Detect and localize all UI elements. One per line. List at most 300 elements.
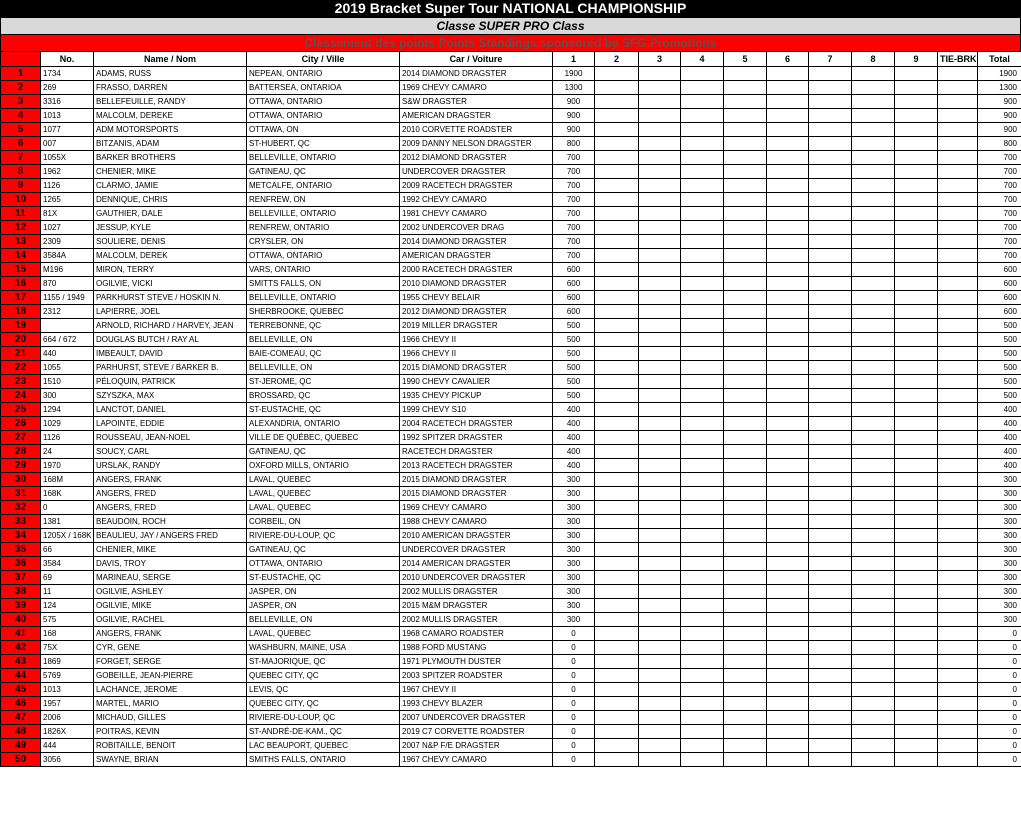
driver-name-cell: CHENIER, MIKE <box>94 543 247 557</box>
driver-name-cell: LACHANCE, JEROME <box>94 683 247 697</box>
city-cell: SMITHS FALLS, ONTARIO <box>247 753 400 767</box>
total-points-cell: 700 <box>978 179 1021 193</box>
race-6-points-cell <box>767 389 809 403</box>
car-number-cell: 69 <box>41 571 94 585</box>
header-race-8: 8 <box>852 52 895 67</box>
driver-name-cell: ARNOLD, RICHARD / HARVEY, JEAN <box>94 319 247 333</box>
rank-cell: 20 <box>1 333 41 347</box>
race-6-points-cell <box>767 291 809 305</box>
page-title: 2019 Bracket Super Tour NATIONAL CHAMPIONSHIP <box>0 0 1021 17</box>
race-7-points-cell <box>809 585 852 599</box>
race-8-points-cell <box>852 557 895 571</box>
race-1-points-cell: 700 <box>553 221 595 235</box>
car-number-cell: 1205X / 168K <box>41 529 94 543</box>
tie-break-cell <box>938 529 978 543</box>
car-cell: 2015 DIAMOND DRAGSTER <box>400 487 553 501</box>
race-6-points-cell <box>767 599 809 613</box>
race-9-points-cell <box>895 655 938 669</box>
total-points-cell: 500 <box>978 375 1021 389</box>
table-row <box>1 543 1021 557</box>
car-cell: 1967 CHEVY II <box>400 683 553 697</box>
race-9-points-cell <box>895 711 938 725</box>
race-5-points-cell <box>724 683 767 697</box>
driver-name-cell: DENNIQUE, CHRIS <box>94 193 247 207</box>
city-cell: OTTAWA, ONTARIO <box>247 557 400 571</box>
race-6-points-cell <box>767 95 809 109</box>
race-8-points-cell <box>852 81 895 95</box>
car-number-cell <box>41 319 94 333</box>
rank-cell: 3 <box>1 95 41 109</box>
race-4-points-cell <box>681 641 724 655</box>
race-4-points-cell <box>681 137 724 151</box>
race-2-points-cell <box>595 81 639 95</box>
car-cell: 1966 CHEVY II <box>400 347 553 361</box>
rank-cell: 47 <box>1 711 41 725</box>
driver-name-cell: GOBEILLE, JEAN-PIERRE <box>94 669 247 683</box>
table-row <box>1 81 1021 95</box>
race-6-points-cell <box>767 725 809 739</box>
race-2-points-cell <box>595 669 639 683</box>
race-7-points-cell <box>809 473 852 487</box>
driver-name-cell: BELLEFEUILLE, RANDY <box>94 95 247 109</box>
table-row <box>1 655 1021 669</box>
rank-cell: 15 <box>1 263 41 277</box>
car-cell: 1988 CHEVY CAMARO <box>400 515 553 529</box>
race-8-points-cell <box>852 305 895 319</box>
race-6-points-cell <box>767 221 809 235</box>
city-cell: OTTAWA, ONTARIO <box>247 249 400 263</box>
city-cell: ST-EUSTACHE, QC <box>247 403 400 417</box>
race-5-points-cell <box>724 655 767 669</box>
tie-break-cell <box>938 487 978 501</box>
table-row <box>1 515 1021 529</box>
car-cell: 1969 CHEVY CAMARO <box>400 81 553 95</box>
car-cell: 2004 RACETECH DRAGSTER <box>400 417 553 431</box>
car-number-cell: 1826X <box>41 725 94 739</box>
race-9-points-cell <box>895 235 938 249</box>
table-row <box>1 333 1021 347</box>
city-cell: GATINEAU, QC <box>247 543 400 557</box>
race-3-points-cell <box>639 683 681 697</box>
race-9-points-cell <box>895 585 938 599</box>
table-row <box>1 445 1021 459</box>
rank-cell: 6 <box>1 137 41 151</box>
race-6-points-cell <box>767 417 809 431</box>
race-7-points-cell <box>809 361 852 375</box>
race-3-points-cell <box>639 249 681 263</box>
car-number-cell: M196 <box>41 263 94 277</box>
total-points-cell: 700 <box>978 151 1021 165</box>
race-3-points-cell <box>639 291 681 305</box>
table-row <box>1 627 1021 641</box>
car-number-cell: 81X <box>41 207 94 221</box>
total-points-cell: 300 <box>978 543 1021 557</box>
header-race-2: 2 <box>595 52 639 67</box>
race-7-points-cell <box>809 95 852 109</box>
race-9-points-cell <box>895 417 938 431</box>
table-row <box>1 137 1021 151</box>
tie-break-cell <box>938 193 978 207</box>
city-cell: ALEXANDRIA, ONTARIO <box>247 417 400 431</box>
race-2-points-cell <box>595 417 639 431</box>
rank-cell: 22 <box>1 361 41 375</box>
race-6-points-cell <box>767 683 809 697</box>
total-points-cell: 300 <box>978 501 1021 515</box>
header-no: No. <box>41 52 94 67</box>
tie-break-cell <box>938 501 978 515</box>
driver-name-cell: BEAUDOIN, ROCH <box>94 515 247 529</box>
race-2-points-cell <box>595 249 639 263</box>
tie-break-cell <box>938 599 978 613</box>
race-8-points-cell <box>852 319 895 333</box>
race-2-points-cell <box>595 235 639 249</box>
total-points-cell: 1300 <box>978 81 1021 95</box>
race-7-points-cell <box>809 669 852 683</box>
race-2-points-cell <box>595 557 639 571</box>
total-points-cell: 300 <box>978 571 1021 585</box>
tie-break-cell <box>938 263 978 277</box>
race-5-points-cell <box>724 361 767 375</box>
race-4-points-cell <box>681 221 724 235</box>
driver-name-cell: DAVIS, TROY <box>94 557 247 571</box>
race-7-points-cell <box>809 431 852 445</box>
race-7-points-cell <box>809 67 852 81</box>
race-5-points-cell <box>724 67 767 81</box>
race-9-points-cell <box>895 431 938 445</box>
race-8-points-cell <box>852 95 895 109</box>
race-3-points-cell <box>639 347 681 361</box>
tie-break-cell <box>938 543 978 557</box>
race-6-points-cell <box>767 361 809 375</box>
race-7-points-cell <box>809 543 852 557</box>
race-7-points-cell <box>809 249 852 263</box>
race-8-points-cell <box>852 165 895 179</box>
race-1-points-cell: 500 <box>553 347 595 361</box>
total-points-cell: 800 <box>978 137 1021 151</box>
race-6-points-cell <box>767 585 809 599</box>
race-6-points-cell <box>767 151 809 165</box>
race-6-points-cell <box>767 235 809 249</box>
race-7-points-cell <box>809 123 852 137</box>
table-row <box>1 431 1021 445</box>
city-cell: ST-ANDRÉ-DE-KAM., QC <box>247 725 400 739</box>
race-5-points-cell <box>724 557 767 571</box>
table-row <box>1 123 1021 137</box>
race-2-points-cell <box>595 697 639 711</box>
driver-name-cell: ANGERS, FRED <box>94 487 247 501</box>
race-5-points-cell <box>724 305 767 319</box>
race-7-points-cell <box>809 333 852 347</box>
race-8-points-cell <box>852 627 895 641</box>
car-number-cell: 1381 <box>41 515 94 529</box>
race-4-points-cell <box>681 165 724 179</box>
tie-break-cell <box>938 403 978 417</box>
race-4-points-cell <box>681 571 724 585</box>
table-row <box>1 641 1021 655</box>
race-7-points-cell <box>809 389 852 403</box>
race-7-points-cell <box>809 263 852 277</box>
rank-cell: 37 <box>1 571 41 585</box>
race-8-points-cell <box>852 683 895 697</box>
car-cell: 2015 DIAMOND DRAGSTER <box>400 473 553 487</box>
race-4-points-cell <box>681 487 724 501</box>
rank-cell: 39 <box>1 599 41 613</box>
race-1-points-cell: 300 <box>553 501 595 515</box>
rank-cell: 33 <box>1 515 41 529</box>
race-9-points-cell <box>895 109 938 123</box>
race-9-points-cell <box>895 697 938 711</box>
race-8-points-cell <box>852 515 895 529</box>
race-6-points-cell <box>767 165 809 179</box>
race-8-points-cell <box>852 739 895 753</box>
header-city: City / Ville <box>247 52 400 67</box>
tie-break-cell <box>938 151 978 165</box>
race-4-points-cell <box>681 655 724 669</box>
tie-break-cell <box>938 571 978 585</box>
race-1-points-cell: 600 <box>553 277 595 291</box>
race-6-points-cell <box>767 753 809 767</box>
race-7-points-cell <box>809 753 852 767</box>
race-6-points-cell <box>767 543 809 557</box>
driver-name-cell: JESSUP, KYLE <box>94 221 247 235</box>
race-4-points-cell <box>681 403 724 417</box>
race-8-points-cell <box>852 543 895 557</box>
driver-name-cell: IMBEAULT, DAVID <box>94 347 247 361</box>
table-row <box>1 599 1021 613</box>
car-cell: 2010 AMERICAN DRAGSTER <box>400 529 553 543</box>
race-7-points-cell <box>809 683 852 697</box>
table-row <box>1 711 1021 725</box>
race-8-points-cell <box>852 137 895 151</box>
race-7-points-cell <box>809 599 852 613</box>
race-1-points-cell: 0 <box>553 711 595 725</box>
table-row <box>1 305 1021 319</box>
total-points-cell: 400 <box>978 445 1021 459</box>
race-9-points-cell <box>895 333 938 347</box>
race-5-points-cell <box>724 137 767 151</box>
race-2-points-cell <box>595 165 639 179</box>
city-cell: BELLEVILLE, ON <box>247 333 400 347</box>
race-7-points-cell <box>809 109 852 123</box>
tie-break-cell <box>938 333 978 347</box>
race-4-points-cell <box>681 235 724 249</box>
race-2-points-cell <box>595 725 639 739</box>
rank-cell: 2 <box>1 81 41 95</box>
race-4-points-cell <box>681 753 724 767</box>
table-row <box>1 697 1021 711</box>
car-number-cell: 1055X <box>41 151 94 165</box>
car-number-cell: 168K <box>41 487 94 501</box>
race-1-points-cell: 700 <box>553 151 595 165</box>
race-3-points-cell <box>639 501 681 515</box>
tie-break-cell <box>938 375 978 389</box>
car-cell: 1999 CHEVY S10 <box>400 403 553 417</box>
race-5-points-cell <box>724 81 767 95</box>
race-8-points-cell <box>852 179 895 193</box>
race-2-points-cell <box>595 473 639 487</box>
race-1-points-cell: 0 <box>553 725 595 739</box>
race-7-points-cell <box>809 221 852 235</box>
rank-cell: 16 <box>1 277 41 291</box>
table-row <box>1 529 1021 543</box>
race-1-points-cell: 0 <box>553 627 595 641</box>
car-number-cell: 1055 <box>41 361 94 375</box>
car-number-cell: 3316 <box>41 95 94 109</box>
car-cell: 1992 SPITZER DRAGSTER <box>400 431 553 445</box>
race-9-points-cell <box>895 599 938 613</box>
city-cell: SHERBROOKE, QUEBEC <box>247 305 400 319</box>
race-2-points-cell <box>595 627 639 641</box>
race-8-points-cell <box>852 599 895 613</box>
race-8-points-cell <box>852 375 895 389</box>
race-9-points-cell <box>895 95 938 109</box>
driver-name-cell: MIRON, TERRY <box>94 263 247 277</box>
table-row <box>1 263 1021 277</box>
race-1-points-cell: 0 <box>553 697 595 711</box>
race-9-points-cell <box>895 263 938 277</box>
race-2-points-cell <box>595 333 639 347</box>
tie-break-cell <box>938 641 978 655</box>
total-points-cell: 300 <box>978 473 1021 487</box>
tie-break-cell <box>938 235 978 249</box>
table-row <box>1 753 1021 767</box>
city-cell: GATINEAU, QC <box>247 165 400 179</box>
race-5-points-cell <box>724 375 767 389</box>
rank-cell: 5 <box>1 123 41 137</box>
tie-break-cell <box>938 179 978 193</box>
race-9-points-cell <box>895 529 938 543</box>
rank-cell: 48 <box>1 725 41 739</box>
race-4-points-cell <box>681 263 724 277</box>
race-5-points-cell <box>724 543 767 557</box>
race-3-points-cell <box>639 613 681 627</box>
total-points-cell: 700 <box>978 221 1021 235</box>
race-5-points-cell <box>724 487 767 501</box>
race-9-points-cell <box>895 473 938 487</box>
race-3-points-cell <box>639 571 681 585</box>
total-points-cell: 600 <box>978 263 1021 277</box>
race-7-points-cell <box>809 487 852 501</box>
race-1-points-cell: 0 <box>553 655 595 669</box>
rank-cell: 50 <box>1 753 41 767</box>
total-points-cell: 500 <box>978 347 1021 361</box>
car-number-cell: 24 <box>41 445 94 459</box>
header-car: Car / Voiture <box>400 52 553 67</box>
race-5-points-cell <box>724 319 767 333</box>
driver-name-cell: OGILVIE, VICKI <box>94 277 247 291</box>
race-7-points-cell <box>809 529 852 543</box>
race-9-points-cell <box>895 641 938 655</box>
car-number-cell: 1510 <box>41 375 94 389</box>
car-number-cell: 1013 <box>41 683 94 697</box>
car-number-cell: 66 <box>41 543 94 557</box>
race-5-points-cell <box>724 417 767 431</box>
race-4-points-cell <box>681 445 724 459</box>
tie-break-cell <box>938 389 978 403</box>
race-6-points-cell <box>767 459 809 473</box>
driver-name-cell: CHENIER, MIKE <box>94 165 247 179</box>
car-number-cell: 1734 <box>41 67 94 81</box>
race-4-points-cell <box>681 179 724 193</box>
city-cell: JASPER, ON <box>247 585 400 599</box>
race-6-points-cell <box>767 501 809 515</box>
race-5-points-cell <box>724 277 767 291</box>
tie-break-cell <box>938 67 978 81</box>
race-2-points-cell <box>595 613 639 627</box>
race-9-points-cell <box>895 249 938 263</box>
race-6-points-cell <box>767 67 809 81</box>
race-1-points-cell: 500 <box>553 361 595 375</box>
race-6-points-cell <box>767 697 809 711</box>
race-4-points-cell <box>681 501 724 515</box>
race-1-points-cell: 900 <box>553 109 595 123</box>
header-tie-break: TIE-BRK <box>938 52 978 67</box>
race-1-points-cell: 1300 <box>553 81 595 95</box>
race-3-points-cell <box>639 263 681 277</box>
race-6-points-cell <box>767 319 809 333</box>
race-8-points-cell <box>852 277 895 291</box>
race-5-points-cell <box>724 109 767 123</box>
car-number-cell: 3584A <box>41 249 94 263</box>
tie-break-cell <box>938 683 978 697</box>
car-cell: AMERICAN DRAGSTER <box>400 109 553 123</box>
race-8-points-cell <box>852 151 895 165</box>
race-4-points-cell <box>681 81 724 95</box>
race-3-points-cell <box>639 81 681 95</box>
race-3-points-cell <box>639 529 681 543</box>
city-cell: VILLE DE QUÉBEC, QUEBEC <box>247 431 400 445</box>
car-number-cell: 168M <box>41 473 94 487</box>
total-points-cell: 400 <box>978 403 1021 417</box>
race-4-points-cell <box>681 697 724 711</box>
race-6-points-cell <box>767 347 809 361</box>
city-cell: OTTAWA, ON <box>247 123 400 137</box>
tie-break-cell <box>938 753 978 767</box>
city-cell: BELLEVILLE, ONTARIO <box>247 207 400 221</box>
city-cell: QUEBEC CITY, QC <box>247 669 400 683</box>
total-points-cell: 900 <box>978 123 1021 137</box>
race-9-points-cell <box>895 277 938 291</box>
driver-name-cell: ANGERS, FRANK <box>94 627 247 641</box>
race-8-points-cell <box>852 669 895 683</box>
driver-name-cell: SWAYNE, BRIAN <box>94 753 247 767</box>
race-4-points-cell <box>681 333 724 347</box>
race-9-points-cell <box>895 291 938 305</box>
car-cell: 2014 DIAMOND DRAGSTER <box>400 235 553 249</box>
rank-cell: 36 <box>1 557 41 571</box>
race-6-points-cell <box>767 655 809 669</box>
race-6-points-cell <box>767 375 809 389</box>
race-8-points-cell <box>852 221 895 235</box>
car-number-cell: 1294 <box>41 403 94 417</box>
race-9-points-cell <box>895 67 938 81</box>
rank-cell: 17 <box>1 291 41 305</box>
race-3-points-cell <box>639 67 681 81</box>
race-2-points-cell <box>595 305 639 319</box>
race-5-points-cell <box>724 151 767 165</box>
car-number-cell: 575 <box>41 613 94 627</box>
race-9-points-cell <box>895 613 938 627</box>
race-8-points-cell <box>852 249 895 263</box>
race-9-points-cell <box>895 137 938 151</box>
total-points-cell: 900 <box>978 109 1021 123</box>
car-number-cell: 3584 <box>41 557 94 571</box>
race-6-points-cell <box>767 473 809 487</box>
table-row <box>1 291 1021 305</box>
car-number-cell: 0 <box>41 501 94 515</box>
race-9-points-cell <box>895 571 938 585</box>
race-8-points-cell <box>852 403 895 417</box>
